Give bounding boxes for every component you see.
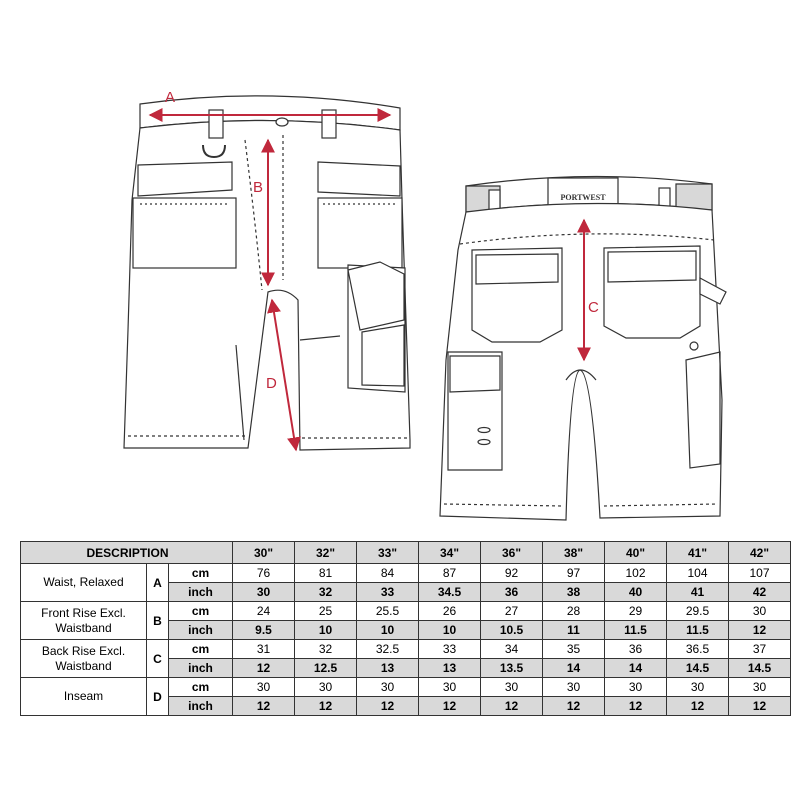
row-letter: B xyxy=(147,602,169,640)
cm-value: 29.5 xyxy=(667,602,729,621)
inch-value: 33 xyxy=(357,583,419,602)
size-header-6: 40" xyxy=(605,542,667,564)
cm-value: 25 xyxy=(295,602,357,621)
inch-value: 14 xyxy=(543,659,605,678)
cm-value: 28 xyxy=(543,602,605,621)
inch-value: 13.5 xyxy=(481,659,543,678)
inch-value: 12 xyxy=(605,697,667,716)
inch-value: 42 xyxy=(729,583,791,602)
cm-value: 81 xyxy=(295,564,357,583)
cm-value: 30 xyxy=(729,678,791,697)
description-header: DESCRIPTION xyxy=(21,542,169,564)
cm-value: 97 xyxy=(543,564,605,583)
cm-value: 24 xyxy=(233,602,295,621)
row-letter: C xyxy=(147,640,169,678)
inch-value: 12 xyxy=(729,621,791,640)
inch-value: 41 xyxy=(667,583,729,602)
cm-value: 102 xyxy=(605,564,667,583)
cm-value: 30 xyxy=(419,678,481,697)
inch-value: 14 xyxy=(605,659,667,678)
size-header-3: 34" xyxy=(419,542,481,564)
cm-value: 30 xyxy=(357,678,419,697)
cm-value: 92 xyxy=(481,564,543,583)
size-header-4: 36" xyxy=(481,542,543,564)
row-description-line: Front Rise Excl. xyxy=(41,605,126,620)
cm-value: 26 xyxy=(419,602,481,621)
cm-value: 104 xyxy=(667,564,729,583)
size-header-7: 41" xyxy=(667,542,729,564)
unit-inch: inch xyxy=(169,583,233,602)
inch-value: 12 xyxy=(233,697,295,716)
inch-value: 12 xyxy=(729,697,791,716)
size-header-1: 32" xyxy=(295,542,357,564)
cm-value: 30 xyxy=(233,678,295,697)
row-description-line: Back Rise Excl. xyxy=(41,643,126,658)
inch-value: 10.5 xyxy=(481,621,543,640)
inch-value: 12 xyxy=(543,697,605,716)
inch-value: 14.5 xyxy=(667,659,729,678)
cm-value: 30 xyxy=(543,678,605,697)
table-row-cm xyxy=(21,640,791,659)
inch-value: 36 xyxy=(481,583,543,602)
inch-value: 12 xyxy=(233,659,295,678)
size-header-8: 42" xyxy=(729,542,791,564)
inch-value: 12.5 xyxy=(295,659,357,678)
inch-value: 12 xyxy=(667,697,729,716)
cm-value: 33 xyxy=(419,640,481,659)
cm-value: 27 xyxy=(481,602,543,621)
unit-inch: inch xyxy=(169,659,233,678)
row-description xyxy=(21,602,147,640)
row-description xyxy=(21,564,147,602)
measure-c-label: C xyxy=(588,299,599,316)
cm-value: 29 xyxy=(605,602,667,621)
unit-inch: inch xyxy=(169,621,233,640)
unit-cm: cm xyxy=(169,564,233,583)
inch-value: 9.5 xyxy=(233,621,295,640)
size-header-5: 38" xyxy=(543,542,605,564)
inch-value: 11.5 xyxy=(667,621,729,640)
cm-value: 30 xyxy=(295,678,357,697)
description-header-blank xyxy=(169,542,233,564)
cm-value: 34 xyxy=(481,640,543,659)
cm-value: 30 xyxy=(729,602,791,621)
inch-value: 14.5 xyxy=(729,659,791,678)
inch-value: 12 xyxy=(357,697,419,716)
cm-value: 36.5 xyxy=(667,640,729,659)
cm-value: 37 xyxy=(729,640,791,659)
unit-cm: cm xyxy=(169,602,233,621)
size-header-2: 33" xyxy=(357,542,419,564)
row-description-line: Inseam xyxy=(63,689,104,703)
row-description-line: Waist, Relaxed xyxy=(43,575,124,589)
unit-cm: cm xyxy=(169,678,233,697)
table-row-cm xyxy=(21,564,791,583)
inch-value: 38 xyxy=(543,583,605,602)
table-header-row xyxy=(21,542,791,564)
row-description xyxy=(21,640,147,678)
row-description xyxy=(21,678,147,716)
cm-value: 30 xyxy=(605,678,667,697)
cm-value: 76 xyxy=(233,564,295,583)
measure-d-label: D xyxy=(266,375,277,392)
cm-value: 36 xyxy=(605,640,667,659)
cm-value: 107 xyxy=(729,564,791,583)
cm-value: 84 xyxy=(357,564,419,583)
row-description-line: Waistband xyxy=(55,658,112,673)
brand-label: PORTWEST xyxy=(560,193,606,202)
cm-value: 30 xyxy=(667,678,729,697)
unit-inch: inch xyxy=(169,697,233,716)
inch-value: 12 xyxy=(481,697,543,716)
inch-value: 13 xyxy=(357,659,419,678)
table-row-cm xyxy=(21,678,791,697)
cm-value: 32 xyxy=(295,640,357,659)
cm-value: 87 xyxy=(419,564,481,583)
inch-value: 12 xyxy=(295,697,357,716)
inch-value: 34.5 xyxy=(419,583,481,602)
inch-value: 13 xyxy=(419,659,481,678)
inch-value: 11 xyxy=(543,621,605,640)
row-letter: D xyxy=(147,678,169,716)
inch-value: 10 xyxy=(295,621,357,640)
inch-value: 10 xyxy=(357,621,419,640)
cm-value: 25.5 xyxy=(357,602,419,621)
inch-value: 10 xyxy=(419,621,481,640)
row-description-line: Waistband xyxy=(55,620,112,635)
inch-value: 30 xyxy=(233,583,295,602)
row-letter: A xyxy=(147,564,169,602)
measure-a-label: A xyxy=(165,89,176,106)
unit-cm: cm xyxy=(169,640,233,659)
inch-value: 32 xyxy=(295,583,357,602)
inch-value: 12 xyxy=(419,697,481,716)
cm-value: 30 xyxy=(481,678,543,697)
cm-value: 31 xyxy=(233,640,295,659)
cm-value: 35 xyxy=(543,640,605,659)
inch-value: 11.5 xyxy=(605,621,667,640)
size-header-0: 30" xyxy=(233,542,295,564)
inch-value: 40 xyxy=(605,583,667,602)
size-chart-table xyxy=(20,541,791,716)
cm-value: 32.5 xyxy=(357,640,419,659)
measure-b-label: B xyxy=(253,179,264,196)
table-row-cm xyxy=(21,602,791,621)
